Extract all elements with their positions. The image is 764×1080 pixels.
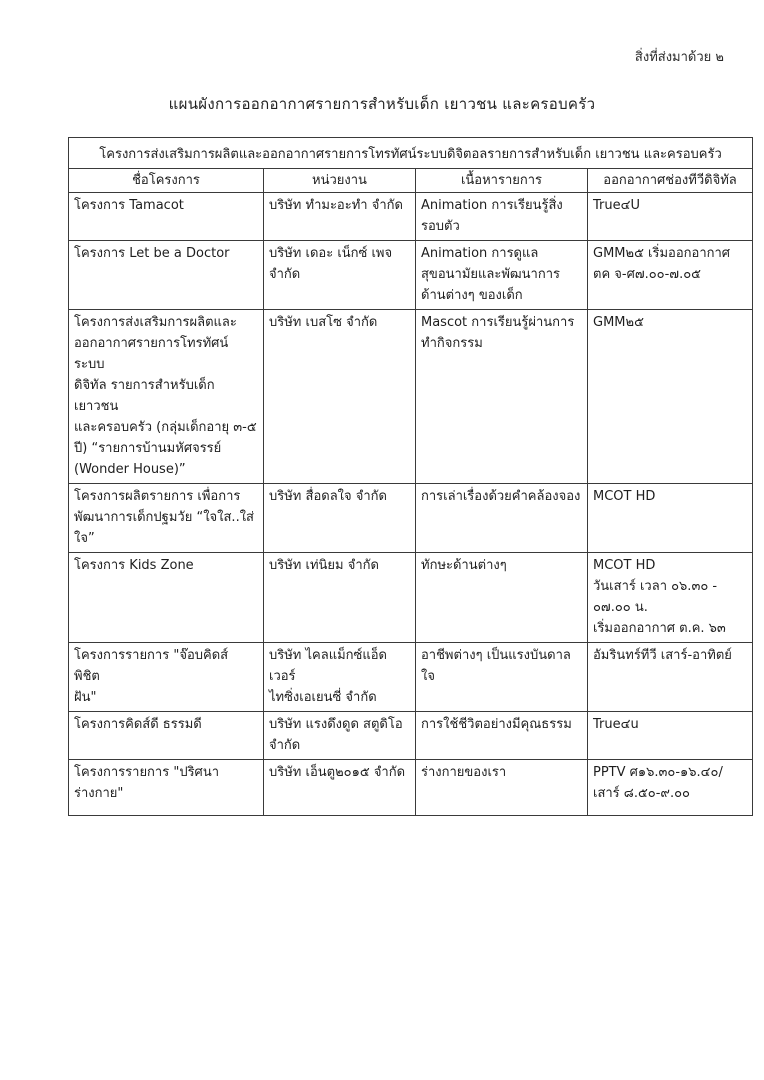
cell-channel	[588, 760, 753, 816]
cell-channel	[588, 712, 753, 760]
cell-text: ฝัน"	[74, 690, 97, 705]
cell-text: บริษัท เบสโซ จำกัด	[269, 315, 378, 330]
column-header-project: ชื่อโครงการ	[69, 169, 264, 193]
cell-project	[69, 553, 264, 643]
table-row	[69, 553, 753, 643]
cell-agency	[264, 241, 416, 310]
cell-project	[69, 484, 264, 553]
cell-text: ด้านต่างๆ ของเด็ก	[421, 288, 523, 303]
cell-text: จำกัด	[269, 738, 301, 753]
cell-text: บริษัท สื่อดลใจ จำกัด	[269, 489, 387, 504]
cell-text: Mascot การเรียนรู้ผ่านการ	[421, 315, 575, 330]
cell-content	[416, 241, 588, 310]
cell-project	[69, 193, 264, 241]
cell-text: MCOT HD	[593, 558, 656, 573]
cell-text: เริ่มออกอากาศ ต.ค. ๖๓	[593, 621, 726, 636]
cell-channel	[588, 643, 753, 712]
cell-text: โครงการ Kids Zone	[74, 558, 194, 573]
cell-text: บริษัท ไคลแม็กซ์แอ็ดเวอร์	[269, 648, 387, 684]
cell-text: บริษัท เดอะ เน็กซ์ เพจ	[269, 246, 393, 261]
cell-text: ตค จ-ศ๗.๐๐-๗.๐๕	[593, 267, 701, 282]
table-row	[69, 712, 753, 760]
table-row	[69, 760, 753, 816]
cell-channel	[588, 193, 753, 241]
cell-channel	[588, 553, 753, 643]
cell-text: อัมรินทร์ทีวี เสาร์-อาทิตย์	[593, 648, 732, 663]
cell-text: ปี) “รายการบ้านมหัศจรรย์	[74, 441, 222, 456]
cell-text: True๔u	[593, 717, 639, 732]
cell-agency	[264, 643, 416, 712]
cell-text: พัฒนาการเด็กปฐมวัย “ใจใส..ใส่	[74, 510, 254, 525]
cell-text: วันเสาร์ เวลา ๐๖.๓๐ -	[593, 579, 718, 594]
cell-text: ๐๗.๐๐ น.	[593, 600, 648, 615]
column-header-agency: หน่วยงาน	[264, 169, 416, 193]
cell-text: โครงการส่งเสริมการผลิตและ	[74, 315, 237, 330]
cell-text: โครงการผลิตรายการ เพื่อการ	[74, 489, 241, 504]
table-group-header: โครงการส่งเสริมการผลิตและออกอากาศรายการโทรทัศน์ระบบดิจิตอลรายการสำหรับเด็ก เยาวชน และครอบครัว	[69, 138, 753, 169]
cell-text: True๔U	[593, 198, 640, 213]
cell-project	[69, 241, 264, 310]
cell-text: โครงการรายการ "ปริศนาร่างกาย"	[74, 765, 219, 801]
cell-content	[416, 643, 588, 712]
cell-text: ออกอากาศรายการโทรทัศน์ระบบ	[74, 336, 229, 372]
cell-content	[416, 760, 588, 816]
cell-project	[69, 760, 264, 816]
cell-content	[416, 712, 588, 760]
cell-channel	[588, 310, 753, 484]
cell-agency	[264, 760, 416, 816]
cell-text: ดิจิทัล รายการสำหรับเด็ก เยาวชน	[74, 378, 215, 414]
cell-text: และครอบครัว (กลุ่มเด็กอายุ ๓-๕	[74, 420, 257, 435]
cell-text: ใจ”	[74, 531, 95, 546]
cell-text: MCOT HD	[593, 489, 656, 504]
cell-text: บริษัท เท่นิยม จำกัด	[269, 558, 379, 573]
cell-text: GMM๒๕ เริ่มออกอากาศ	[593, 246, 731, 261]
cell-agency	[264, 193, 416, 241]
cell-text: ใจ	[421, 669, 435, 684]
cell-content	[416, 553, 588, 643]
table-row	[69, 643, 753, 712]
cell-agency	[264, 712, 416, 760]
cell-project	[69, 712, 264, 760]
cell-agency	[264, 484, 416, 553]
cell-channel	[588, 241, 753, 310]
cell-text: อาชีพต่างๆ เป็นแรงบันดาล	[421, 648, 571, 663]
cell-text: ร่างกายของเรา	[421, 765, 507, 780]
table-row	[69, 310, 753, 484]
cell-text: เสาร์ ๘.๕๐-๙.๐๐	[593, 786, 690, 801]
table-row	[69, 484, 753, 553]
cell-text: การใช้ชีวิตอย่างมีคุณธรรม	[421, 717, 572, 732]
cell-text: บริษัท ทำมะอะทำ จำกัด	[269, 198, 403, 213]
cell-text: โครงการคิดส์ดี ธรรมดี	[74, 717, 202, 732]
cell-text: รอบตัว	[421, 219, 460, 234]
table-row	[69, 193, 753, 241]
cell-text: บริษัท เอ็นตู๒๐๑๕ จำกัด	[269, 765, 406, 780]
cell-content	[416, 310, 588, 484]
cell-text: GMM๒๕	[593, 315, 644, 330]
cell-agency	[264, 553, 416, 643]
attachment-label: สิ่งที่ส่งมาด้วย ๒	[634, 50, 724, 65]
cell-text: (Wonder House)”	[74, 462, 186, 477]
column-header-channel: ออกอากาศช่องทีวีดิจิทัล	[588, 169, 753, 193]
cell-project	[69, 310, 264, 484]
cell-content	[416, 193, 588, 241]
cell-text: ทักษะด้านต่างๆ	[421, 558, 507, 573]
cell-text: ไทซิ่งเอเยนซี่ จำกัด	[269, 690, 377, 705]
cell-text: ทำกิจกรรม	[421, 336, 483, 351]
cell-channel	[588, 484, 753, 553]
cell-text: จำกัด	[269, 267, 301, 282]
cell-content	[416, 484, 588, 553]
page-title: แผนผังการออกอากาศรายการสำหรับเด็ก เยาวชน และครอบครัว	[168, 95, 596, 113]
cell-text: โครงการรายการ "จ๊อบคิดส์ พิชิต	[74, 648, 229, 684]
cell-agency	[264, 310, 416, 484]
cell-text: สุขอนามัยและพัฒนาการ	[421, 267, 560, 282]
cell-text: บริษัท แรงดึงดูด สตูดิโอ	[269, 717, 403, 732]
cell-text: Animation การดูแล	[421, 246, 539, 261]
cell-text: PPTV ศ๑๖.๓๐-๑๖.๔๐/	[593, 765, 723, 780]
cell-text: การเล่าเรื่องด้วยคำคล้องจอง	[421, 489, 581, 504]
cell-project	[69, 643, 264, 712]
broadcast-schedule-table	[68, 137, 753, 816]
table-row	[69, 241, 753, 310]
cell-text: โครงการ Tamacot	[74, 198, 184, 213]
column-header-content: เนื้อหารายการ	[416, 169, 588, 193]
cell-text: Animation การเรียนรู้สิ่ง	[421, 198, 563, 213]
cell-text: โครงการ Let be a Doctor	[74, 246, 230, 261]
